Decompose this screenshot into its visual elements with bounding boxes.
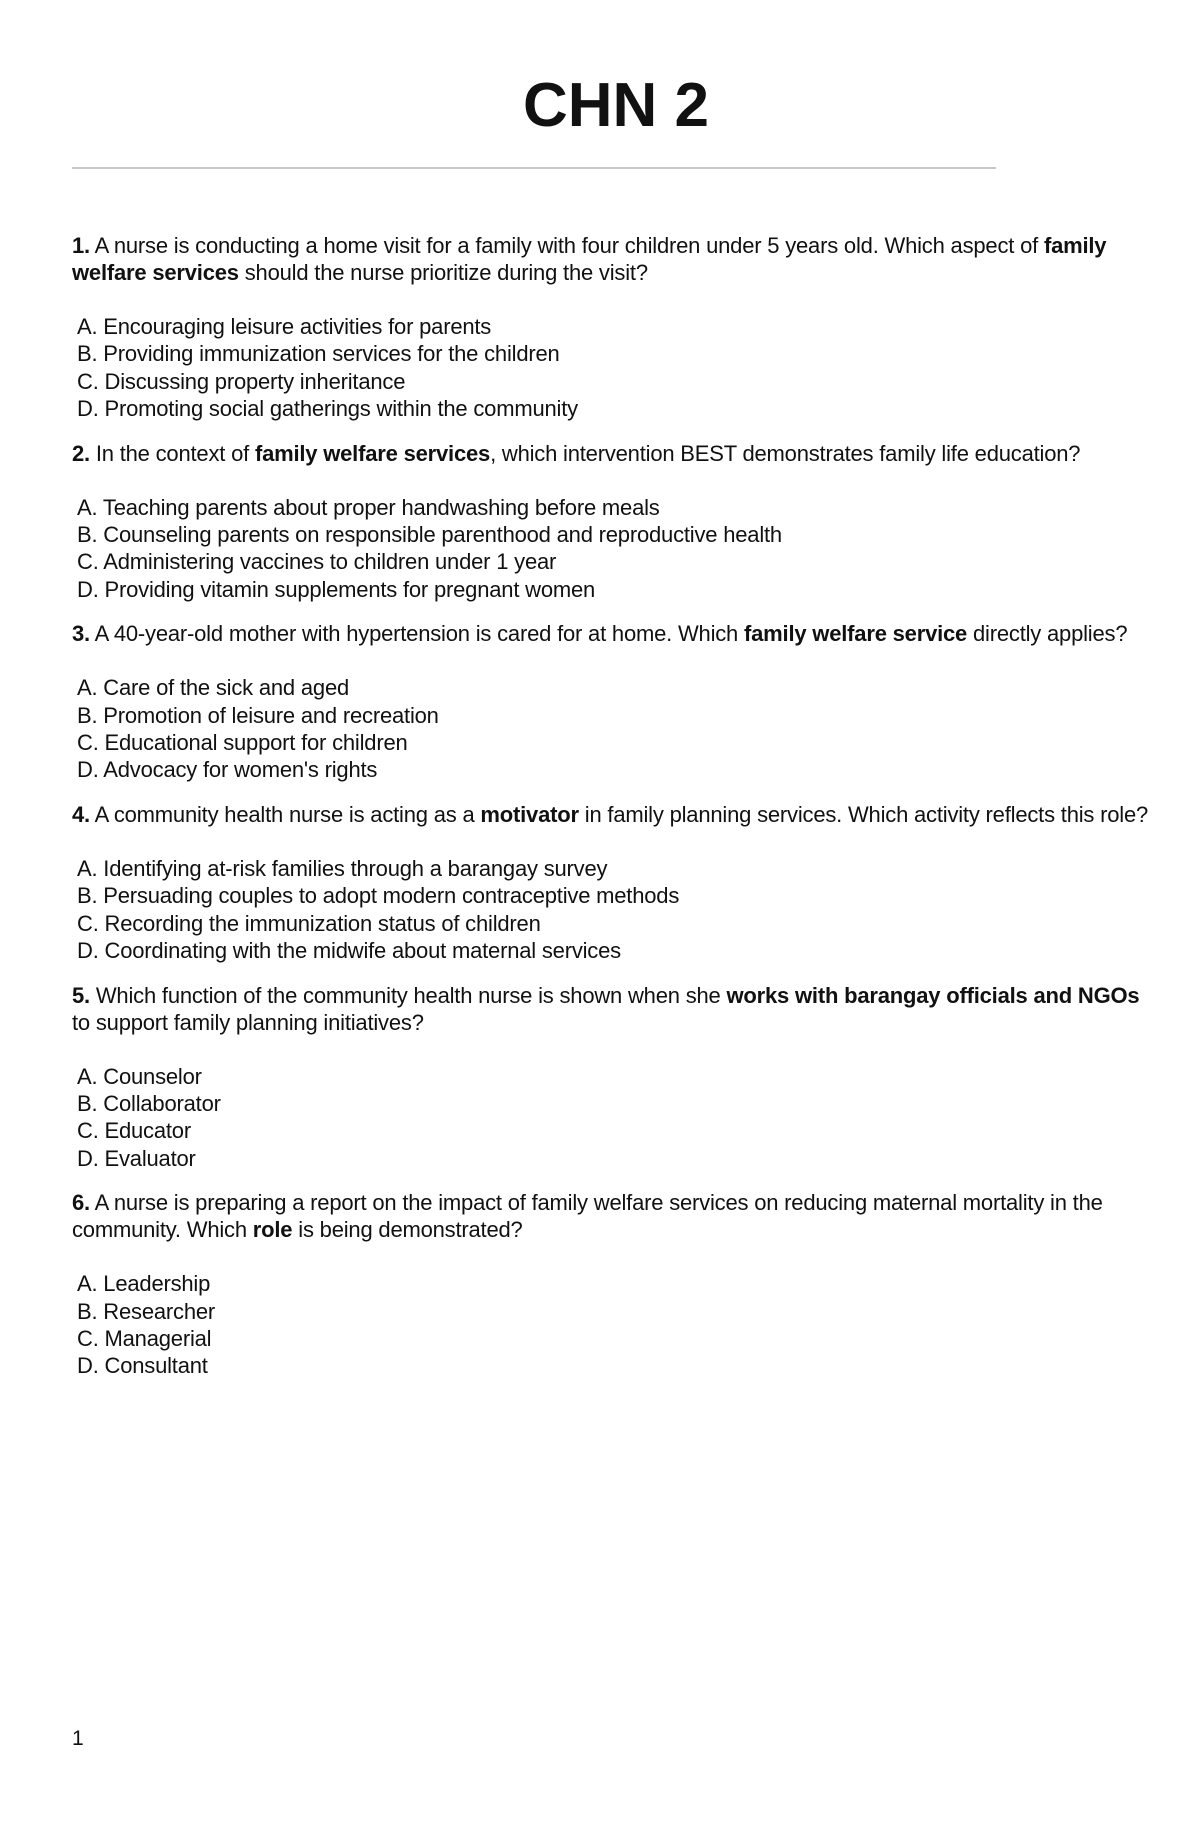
question-number: 6. — [72, 1190, 90, 1216]
option-c: C. Discussing property inheritance — [77, 368, 406, 394]
option-b: B. Promotion of leisure and recreation — [77, 702, 439, 728]
question-keyword: family welfare service — [744, 621, 968, 647]
option-a: A. Identifying at-risk families through a barangay survey — [77, 855, 608, 881]
page-number: 1 — [72, 1727, 84, 1750]
question-2 — [72, 440, 1152, 604]
option-b: B. Persuading couples to adopt modern contraceptive methods — [77, 883, 680, 909]
answer-options — [72, 674, 1152, 784]
question-stem: 1. A nurse is conducting a home visit for a family with four children under 5 years old. Which aspect of family welfare services should the nurse prioritize during the visit? — [72, 233, 1107, 285]
option-d: D. Promoting social gatherings within the community — [77, 396, 578, 422]
option-b: B. Collaborator — [77, 1090, 221, 1116]
option-b: B. Counseling parents on responsible parenthood and reproductive health — [77, 522, 782, 548]
question-stem: 4. A community health nurse is acting as a motivator in family planning services. Which activity reflects this role? — [72, 801, 1149, 827]
option-b: B. Researcher — [77, 1298, 216, 1324]
option-c: C. Managerial — [77, 1325, 212, 1351]
option-c: C. Educational support for children — [77, 730, 408, 756]
answer-options — [72, 1270, 1152, 1380]
answer-options — [72, 1063, 1152, 1173]
option-a: A. Leadership — [77, 1271, 211, 1297]
option-a: A. Care of the sick and aged — [77, 675, 350, 701]
question-3 — [72, 620, 1152, 784]
question-1 — [72, 232, 1152, 423]
question-6 — [72, 1189, 1152, 1380]
question-keyword: works with barangay officials and NGOs — [726, 982, 1140, 1008]
option-b: B. Providing immunization services for the children — [77, 341, 560, 367]
option-a: A. Teaching parents about proper handwashing before meals — [77, 494, 660, 520]
answer-options — [72, 855, 1152, 965]
question-keyword: family welfare services — [254, 440, 491, 466]
question-number: 5. — [72, 982, 90, 1008]
option-a: A. Encouraging leisure activities for parents — [77, 314, 492, 339]
question-number: 4. — [72, 801, 90, 827]
question-5 — [72, 982, 1152, 1173]
option-c: C. Administering vaccines to children under 1 year — [77, 549, 557, 575]
option-d: D. Providing vitamin supplements for pregnant women — [77, 576, 596, 602]
question-4 — [72, 801, 1152, 965]
option-d: D. Advocacy for women's rights — [77, 757, 378, 783]
option-d: D. Consultant — [77, 1353, 208, 1379]
answer-options — [72, 494, 1152, 604]
question-stem: 6. A nurse is preparing a report on the impact of family welfare services on reducing maternal mortality in the community. Which role is being demonstrated? — [72, 1190, 1103, 1243]
option-a: A. Counselor — [77, 1063, 202, 1089]
question-keyword: motivator — [480, 801, 579, 827]
option-c: C. Recording the immunization status of children — [77, 910, 541, 936]
title-divider — [72, 167, 996, 169]
option-c: C. Educator — [77, 1118, 191, 1144]
question-number: 2. — [72, 440, 90, 466]
question-number: 3. — [72, 621, 90, 647]
question-list — [72, 232, 1152, 1397]
option-d: D. Coordinating with the midwife about maternal services — [77, 938, 621, 964]
question-keyword: family welfare services — [72, 233, 1107, 285]
question-stem: 3. A 40-year-old mother with hypertension is cared for at home. Which family welfare service directly applies? — [72, 621, 1128, 647]
question-stem: 5. Which function of the community health nurse is shown when she works with barangay officials and NGOs to support family planning initiatives? — [72, 982, 1140, 1035]
document-title: CHN 2 — [522, 71, 710, 140]
question-keyword: role — [252, 1217, 293, 1243]
question-stem: 2. In the context of family welfare services, which intervention BEST demonstrates family life education? — [72, 440, 1081, 466]
answer-options — [72, 313, 1152, 423]
option-d: D. Evaluator — [77, 1145, 196, 1171]
question-number: 1. — [72, 233, 90, 258]
